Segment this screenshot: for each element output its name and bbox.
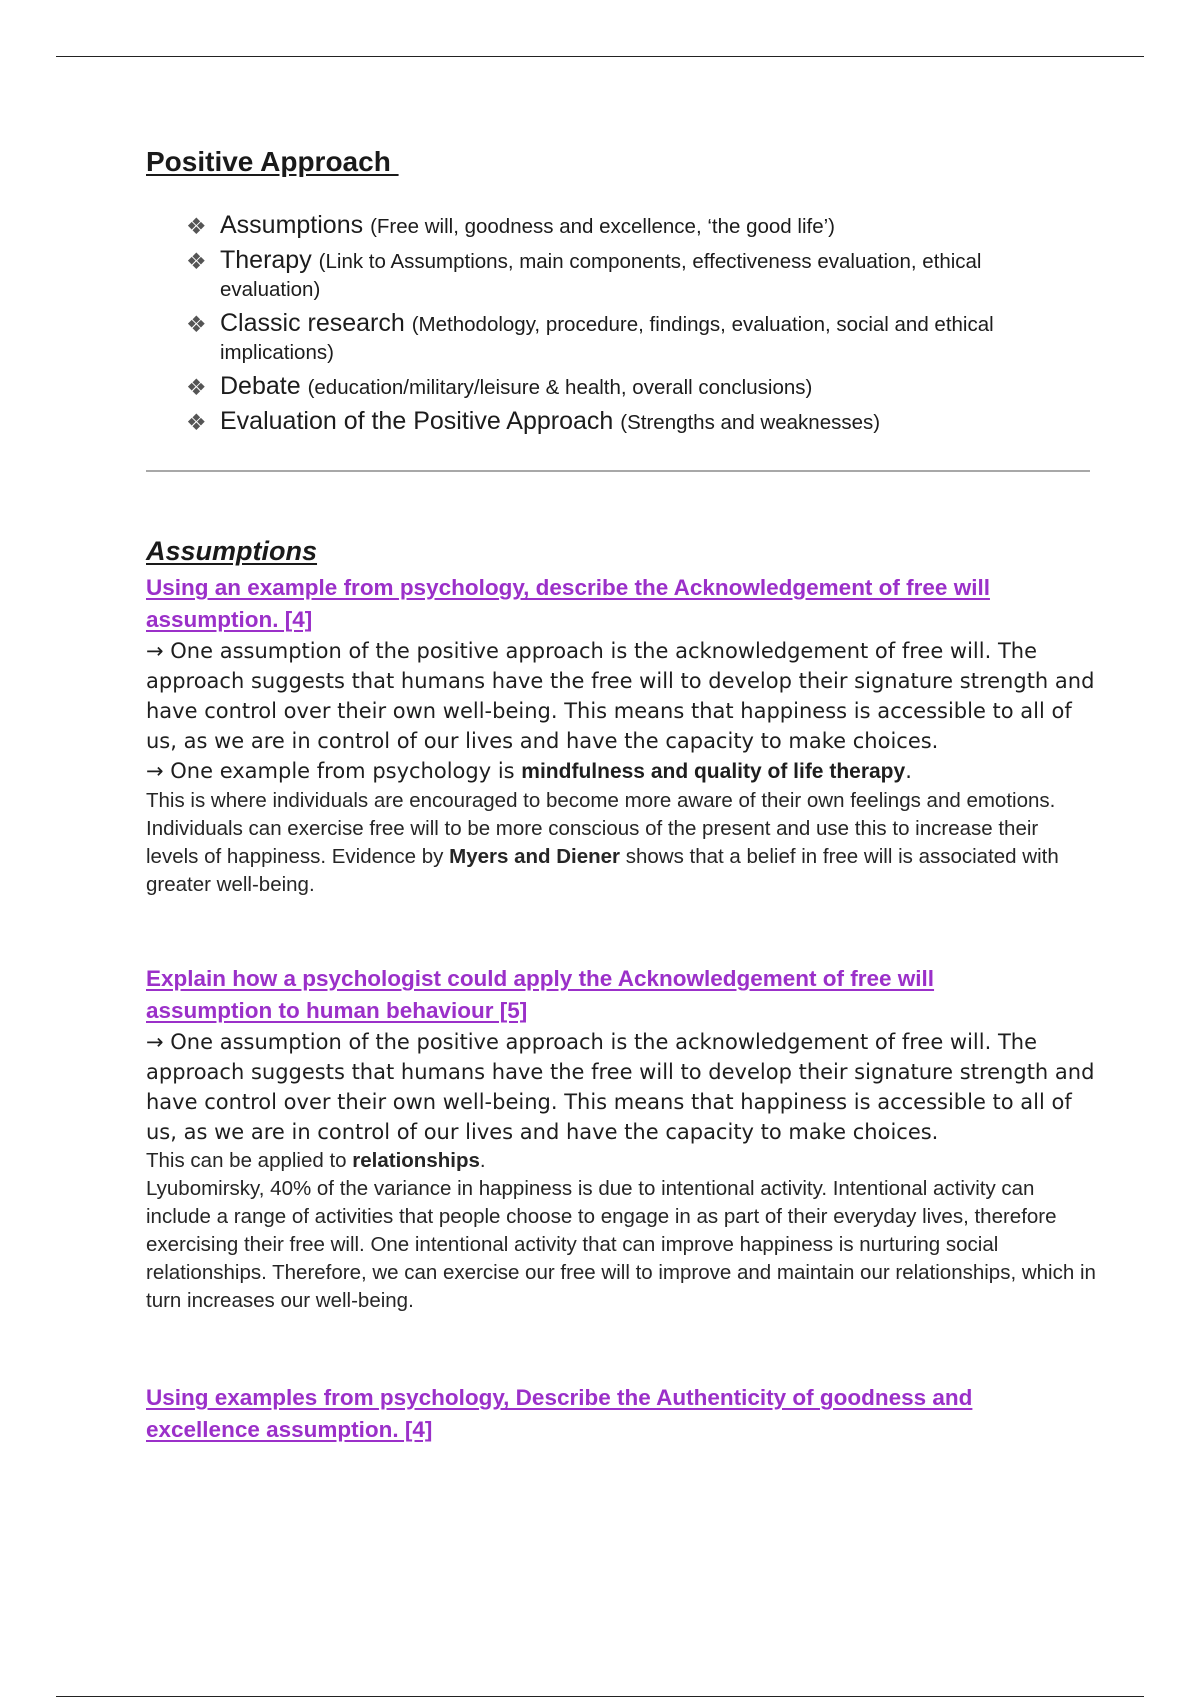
- list-item: [186, 408, 1066, 436]
- answer-paragraph: → One assumption of the positive approach is the acknowledgement of free will. The approach suggests that humans have the free will to develop their signature strength and have control over their own well-being. This means that happiness is accessible to all of us, as we are in control of our lives and have the capacity to make choices.: [146, 1030, 1095, 1144]
- diamond-bullet-icon: ❖: [186, 374, 207, 400]
- topic-detail: (Link to Assumptions, main components, effectiveness evaluation, ethical evaluation): [220, 250, 982, 301]
- topic-main: Classic research: [220, 309, 412, 337]
- list-item: [186, 310, 1066, 366]
- bold-term: relationships: [352, 1149, 480, 1172]
- question-2: [146, 963, 1096, 1315]
- page-title: Positive Approach: [146, 146, 399, 177]
- topic-main: Evaluation of the Positive Approach: [220, 407, 621, 435]
- topic-detail: (Free will, goodness and excellence, ‘the good life’): [370, 215, 835, 238]
- topic-main: Debate: [220, 372, 308, 400]
- bold-term: mindfulness and quality of life therapy: [521, 760, 906, 783]
- answer-explanation: [146, 787, 1096, 899]
- answer-explanation: Lyubomirsky, 40% of the variance in happiness is due to intentional activity. Intentional activity can include a range of activities that people choose to engage in as part of their everyday lives, therefore exercising their free will. One intentional activity that can improve happiness is nurturing social relationships. Therefore, we can exercise our free will to improve and maintain our relationships, which in turn increases our well-being.: [146, 1177, 1096, 1312]
- question-heading: Using examples from psychology, Describe the Authenticity of goodness and excellence assumption. [4]: [146, 1385, 973, 1442]
- topic-detail: (education/military/leisure & health, overall conclusions): [307, 376, 813, 399]
- question-3: [146, 1382, 1096, 1446]
- diamond-bullet-icon: ❖: [186, 248, 207, 274]
- question-heading: Explain how a psychologist could apply the Acknowledgement of free will assumption to human behaviour [5]: [146, 966, 935, 1023]
- text-run: shows that a belief in free will is associated with greater well-being.: [146, 845, 1059, 896]
- list-item: [186, 373, 1066, 401]
- diamond-bullet-icon: ❖: [186, 213, 207, 239]
- topic-main: Therapy: [220, 246, 319, 274]
- question-heading: Using an example from psychology, describe the Acknowledgement of free will assumption. [4]: [146, 575, 990, 632]
- list-item: [186, 247, 1066, 303]
- top-rule: [56, 56, 1144, 57]
- topic-detail: (Methodology, procedure, findings, evaluation, social and ethical implications): [220, 313, 994, 364]
- text-run: .: [479, 1149, 486, 1172]
- question-1: [146, 572, 1096, 899]
- topic-main: Assumptions: [220, 211, 371, 239]
- answer-example: [146, 756, 1096, 787]
- list-item: [186, 212, 1066, 240]
- answer-paragraph: → One assumption of the positive approach is the acknowledgement of free will. The approach suggests that humans have the free will to develop their signature strength and have control over their own well-being. This means that happiness is accessible to all of us, as we are in control of our lives and have the capacity to make choices.: [146, 639, 1095, 753]
- text-run: This is where individuals are encouraged to become more aware of their own feelings and emotions. Individuals can exercise free will to be more conscious of the present and use this to increase their levels of happiness. Evidence by: [146, 789, 1056, 868]
- section-divider: [146, 470, 1090, 472]
- topic-list: [186, 212, 1066, 443]
- diamond-bullet-icon: ❖: [186, 409, 207, 435]
- bottom-rule: [56, 1696, 1144, 1697]
- text-run: This can be applied to: [146, 1149, 353, 1172]
- text-run: .: [905, 759, 912, 783]
- text-run: → One example from psychology is: [146, 759, 522, 783]
- bold-term: Myers and Diener: [449, 845, 621, 868]
- section-title: Assumptions: [146, 536, 318, 566]
- diamond-bullet-icon: ❖: [186, 311, 207, 337]
- answer-application: [146, 1147, 1096, 1175]
- topic-detail: (Strengths and weaknesses): [620, 411, 881, 434]
